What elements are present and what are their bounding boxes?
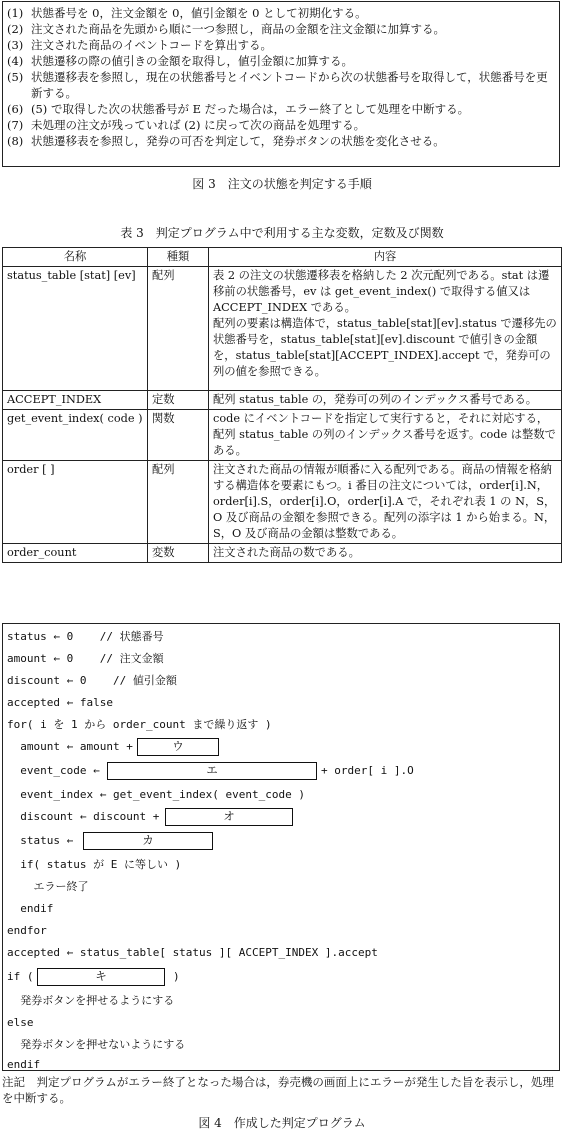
table3-title: 表 3 判定プログラム中で利用する主な変数，定数及び関数 <box>120 226 444 240</box>
cell-name: ACCEPT_INDEX <box>3 391 148 410</box>
header-kind: 種類 <box>148 248 209 267</box>
figure3-caption: 図 3 注文の状態を判定する手順 <box>192 177 372 191</box>
code-line: event_code ← <box>7 764 100 777</box>
cell-kind: 配列 <box>148 461 209 544</box>
cell-name: status_table [stat] [ev] <box>3 267 148 391</box>
code-line: エラー終了 <box>7 880 89 893</box>
cell-desc: 注文された商品の数である。 <box>209 544 562 563</box>
code-line: for( i を 1 から order_count まで繰り返す ) <box>7 718 272 731</box>
procedure-step: (3) 注文された商品のイベントコードを算出する。 <box>7 38 273 52</box>
table-row <box>3 391 562 410</box>
procedure-step: (2) 注文された商品を先頭から順に一つ参照し，商品の金額を注文金額に加算する。 <box>7 22 445 36</box>
table-row <box>3 461 562 544</box>
cell-desc: 注文された商品の情報が順番に入る配列である。商品の情報を格納する構造体を要素にもつ。i 番目の注文については，order[i].N，order[i].S，order[i].O，order[i].A で，それぞれ表 1 の N，S，O 及び商品の金額を参照できる。配列の添字は 1 から始まる。N，S，O 及び商品の金額は整数である。 <box>209 461 562 544</box>
code-line: 発券ボタンを押せるようにする <box>7 994 175 1007</box>
header-name: 名称 <box>3 248 148 267</box>
code-line: 発券ボタンを押せないようにする <box>7 1038 186 1051</box>
code-line: if ( <box>7 970 34 983</box>
code-line: status ← <box>7 834 74 847</box>
note-label: 注記 <box>2 1075 25 1089</box>
procedure-step: (4) 状態遷移の際の値引きの金額を取得し，値引金額に加算する。 <box>7 54 353 68</box>
table-row <box>3 544 562 563</box>
blank-e: エ <box>107 762 317 780</box>
cell-kind: 関数 <box>148 410 209 461</box>
header-desc: 内容 <box>209 248 562 267</box>
cell-desc: code にイベントコードを指定して実行すると，それに対応する，配列 status_table の列のインデックス番号を返す。code は整数である。 <box>209 410 562 461</box>
code-line: amount ← amount + <box>7 740 133 753</box>
procedure-steps-box <box>2 1 560 167</box>
code-line: amount ← 0 // 注文金額 <box>7 652 164 665</box>
code-line: discount ← 0 // 値引金額 <box>7 674 177 687</box>
code-line: accepted ← false <box>7 696 113 709</box>
procedure-step: (1) 状態番号を 0，注文金額を 0，値引金額を 0 として初期化する。 <box>7 6 367 20</box>
code-line: endif <box>7 1058 41 1071</box>
cell-name: order_count <box>3 544 148 563</box>
code-line: endfor <box>7 924 47 937</box>
code-line: if( status が E に等しい ) <box>7 858 182 871</box>
cell-desc: 表 2 の注文の状態遷移表を格納した 2 次元配列である。stat は遷移前の状態番号，ev は get_event_index() で取得する値又は ACCEPT_INDEX である。 配列の要素は構造体で，status_table[stat][ev].status で遷移先の状態番号を，status_table[stat][ev].discount で値引きの金額を，status_table[stat][ACCEPT_INDEX].accept で，発券可の列の値を参照できる。 <box>209 267 562 391</box>
code-line: status ← 0 // 状態番号 <box>7 630 164 643</box>
blank-ka: カ <box>83 832 213 850</box>
variables-table <box>2 247 562 563</box>
table-row <box>3 267 562 391</box>
table-row <box>3 410 562 461</box>
blank-u: ウ <box>137 738 219 756</box>
note-text: 判定プログラムがエラー終了となった場合は，券売機の画面上にエラーが発生した旨を表示し，処理を中断する。 <box>2 1075 554 1105</box>
program-code-box <box>2 623 560 1071</box>
table-header-row <box>3 248 562 267</box>
blank-o: オ <box>165 808 293 826</box>
blank-ki: キ <box>37 968 165 986</box>
cell-name: order [ ] <box>3 461 148 544</box>
figure4-caption: 図 4 作成した判定プログラム <box>198 1116 366 1130</box>
code-line: discount ← discount + <box>7 810 160 823</box>
procedure-step: (5) 状態遷移表を参照し，現在の状態番号とイベントコードから次の状態番号を取得して，状態番号を更新する。 <box>7 70 548 100</box>
procedure-step: (8) 状態遷移表を参照し，発券の可否を判定して，発券ボタンの状態を変化させる。 <box>7 134 445 148</box>
procedure-step: (6) (5) で取得した次の状態番号が E だった場合は，エラー終了として処理を中断する。 <box>7 102 470 116</box>
code-line: endif <box>7 902 54 915</box>
cell-name: get_event_index( code ) <box>3 410 148 461</box>
code-line: ) <box>173 970 180 983</box>
procedure-step: (7) 未処理の注文が残っていれば (2) に戻って次の商品を処理する。 <box>7 118 366 132</box>
cell-kind: 配列 <box>148 267 209 391</box>
cell-desc: 配列 status_table の，発券可の列のインデックス番号である。 <box>209 391 562 410</box>
code-line: else <box>7 1016 34 1029</box>
code-line: accepted ← status_table[ status ][ ACCEPT_INDEX ].accept <box>7 946 378 959</box>
cell-kind: 変数 <box>148 544 209 563</box>
code-line: event_index ← get_event_index( event_code ) <box>7 788 306 801</box>
program-note <box>2 1074 562 1106</box>
cell-kind: 定数 <box>148 391 209 410</box>
code-line: + order[ i ].O <box>321 764 414 777</box>
